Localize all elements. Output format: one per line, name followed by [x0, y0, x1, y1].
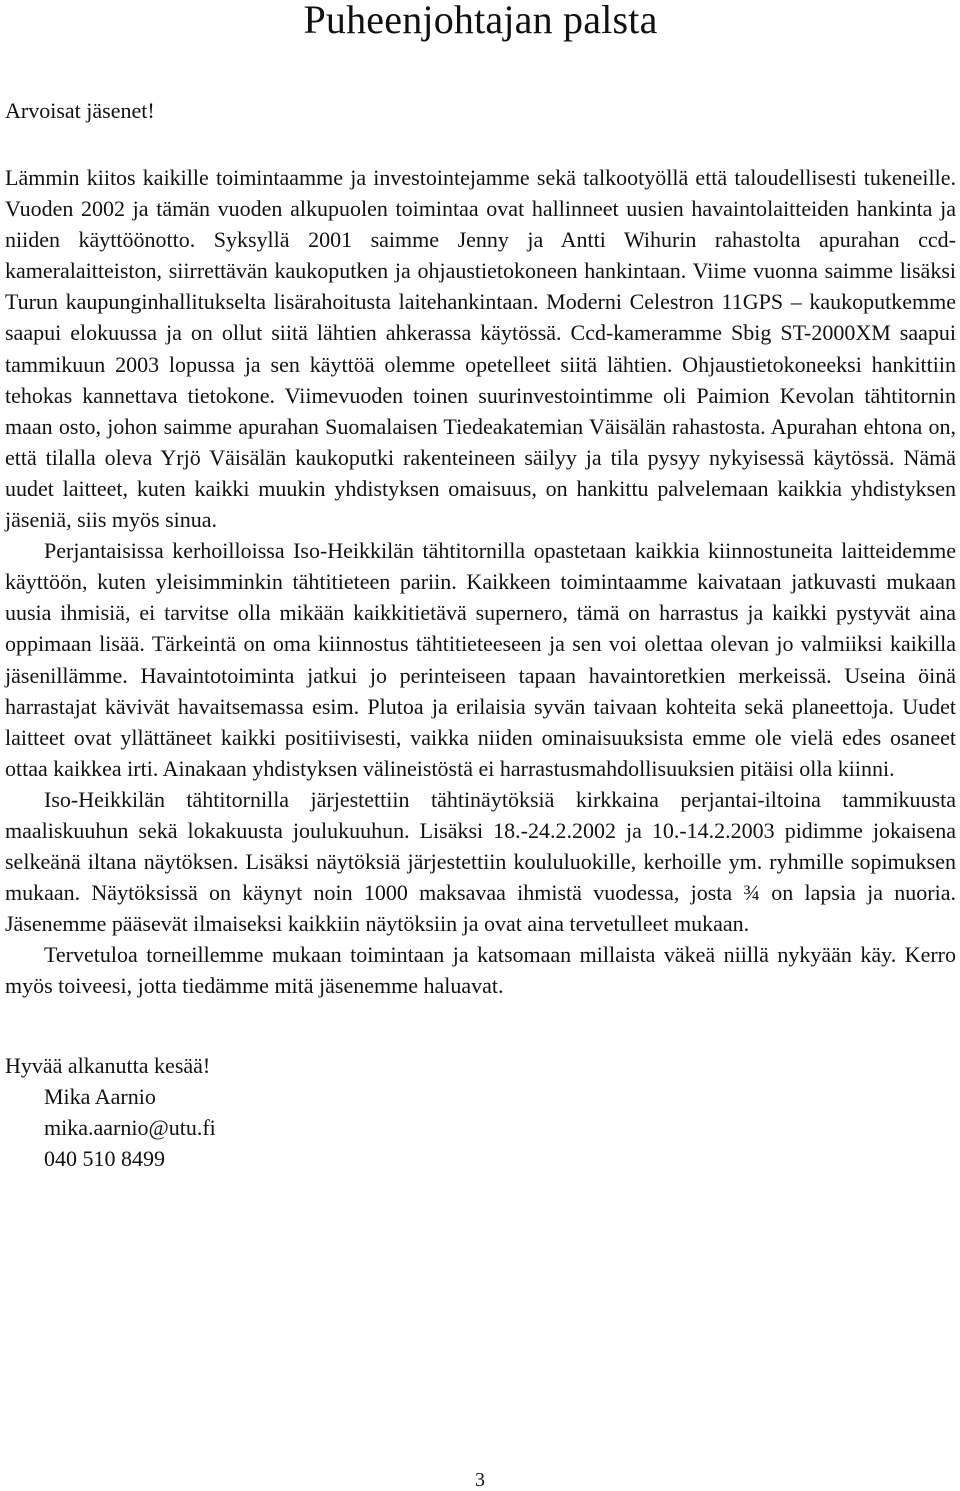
page-title: Puheenjohtajan palsta	[303, 0, 658, 42]
author-email: mika.aarnio@utu.fi	[44, 1114, 216, 1140]
greeting: Arvoisat jäsenet!	[5, 98, 155, 123]
author-phone: 040 510 8499	[44, 1145, 165, 1171]
paragraph-3: Iso-Heikkilän tähtitornilla järjestettiin tähtinäytöksiä kirkkaina perjantai-iltoina tammikuusta maaliskuuhun sekä lokakuusta joulukuuhun. Lisäksi 18.-24.2.2002 ja 10.-14.2.2003 pidimme jokaisena selkeänä iltana näytöksen. Lisäksi näytöksiä järjestettiin koululuokille, kerhoille ym. ryhmille sopimuksen mukaan. Näytöksissä on käynyt noin 1000 maksavaa ihmistä vuodessa, josta ¾ on lapsia ja nuoria. Jäsenemme pääsevät ilmaiseksi kaikkiin näytöksiin ja ovat aina tervetulleet mukaan.	[5, 786, 956, 937]
paragraph-4: Tervetuloa torneillemme mukaan toimintaan ja katsomaan millaista väkeä niillä nykyään käy. Kerro myös toiveesi, jotta tiedämme mitä jäsenemme haluavat.	[5, 942, 956, 999]
page-number: 3	[475, 1469, 485, 1491]
author-name: Mika Aarnio	[44, 1083, 156, 1109]
paragraph-1: Lämmin kiitos kaikille toimintaamme ja investointejamme sekä talkootyöllä että taloudellisesti tukeneille. Vuoden 2002 ja tämän vuoden alkupuolen toimintaa ovat hallinneet uusien havaintolaitteiden hankinta ja niiden käyttöönotto. Syksyllä 2001 saimme Jenny ja Antti Wihurin rahastolta apurahan ccd-kameralaitteiston, siirrettävän kaukoputken ja ohjaustietokoneen hankintaan. Viime vuonna saimme lisäksi Turun kaupunginhallitukselta lisärahoitusta laitehankintaan. Moderni Celestron 11GPS – kaukoputkemme saapui elokuussa ja on ollut siitä lähtien ahkerassa käytössä. Ccd-kameramme Sbig ST-2000XM saapui tammikuun 2003 lopussa ja sen käyttöä olemme opetelleet siitä lähtien. Ohjaustietokoneeksi hankittiin tehokas kannettava tietokone. Viimevuoden toinen suurinvestointimme oli Paimion Kevolan tähtitornin maan osto, johon saimme apurahan Suomalaisen Tiedeakatemian Väisälän rahastosta. Apurahan ehtona on, että tilalla oleva Yrjö Väisälän kaukoputki rakenteineen säilyy ja tila pysyy nykyisessä käytössä. Nämä uudet laitteet, kuten kaikki muukin yhdistyksen omaisuus, on hankittu palvelemaan kaikkia yhdistyksen jäseniä, siis myös sinua.	[5, 165, 956, 533]
article-body	[5, 162, 956, 1002]
closing-wish: Hyvää alkanutta kesää!	[5, 1052, 211, 1078]
paragraph-2: Perjantaisissa kerhoilloissa Iso-Heikkilän tähtitornilla opastetaan kaikkia kiinnostuneita laitteidemme käyttöön, kuten yleisimminkin tähtitieteen pariin. Kaikkeen toimintaamme kaivataan jatkuvasti mukaan uusia ihmisiä, ei tarvitse olla mikään kaikkitietävä supernero, tämä on harrastus ja kaikki pystyvät aina oppimaan lisää. Tärkeintä on oma kiinnostus tähtitieteeseen ja sen voi olettaa olevan jo valmiiksi kaikilla jäsenillämme. Havaintotoiminta jatkui jo perinteiseen tapaan havaintoretkien merkeissä. Useina öinä harrastajat kävivät havaitsemassa esim. Plutoa ja erilaisia syvän taivaan kohteita sekä planeettoja. Uudet laitteet ovat yllättäneet kaikki positiivisesti, vaikka niiden ominaisuuksista emme ole vielä edes osaneet ottaa kaikkea irti. Ainakaan yhdistyksen välineistöstä ei harrastusmahdollisuuksien pitäisi olla kiinni.	[5, 538, 956, 781]
closing-block	[5, 1050, 956, 1174]
